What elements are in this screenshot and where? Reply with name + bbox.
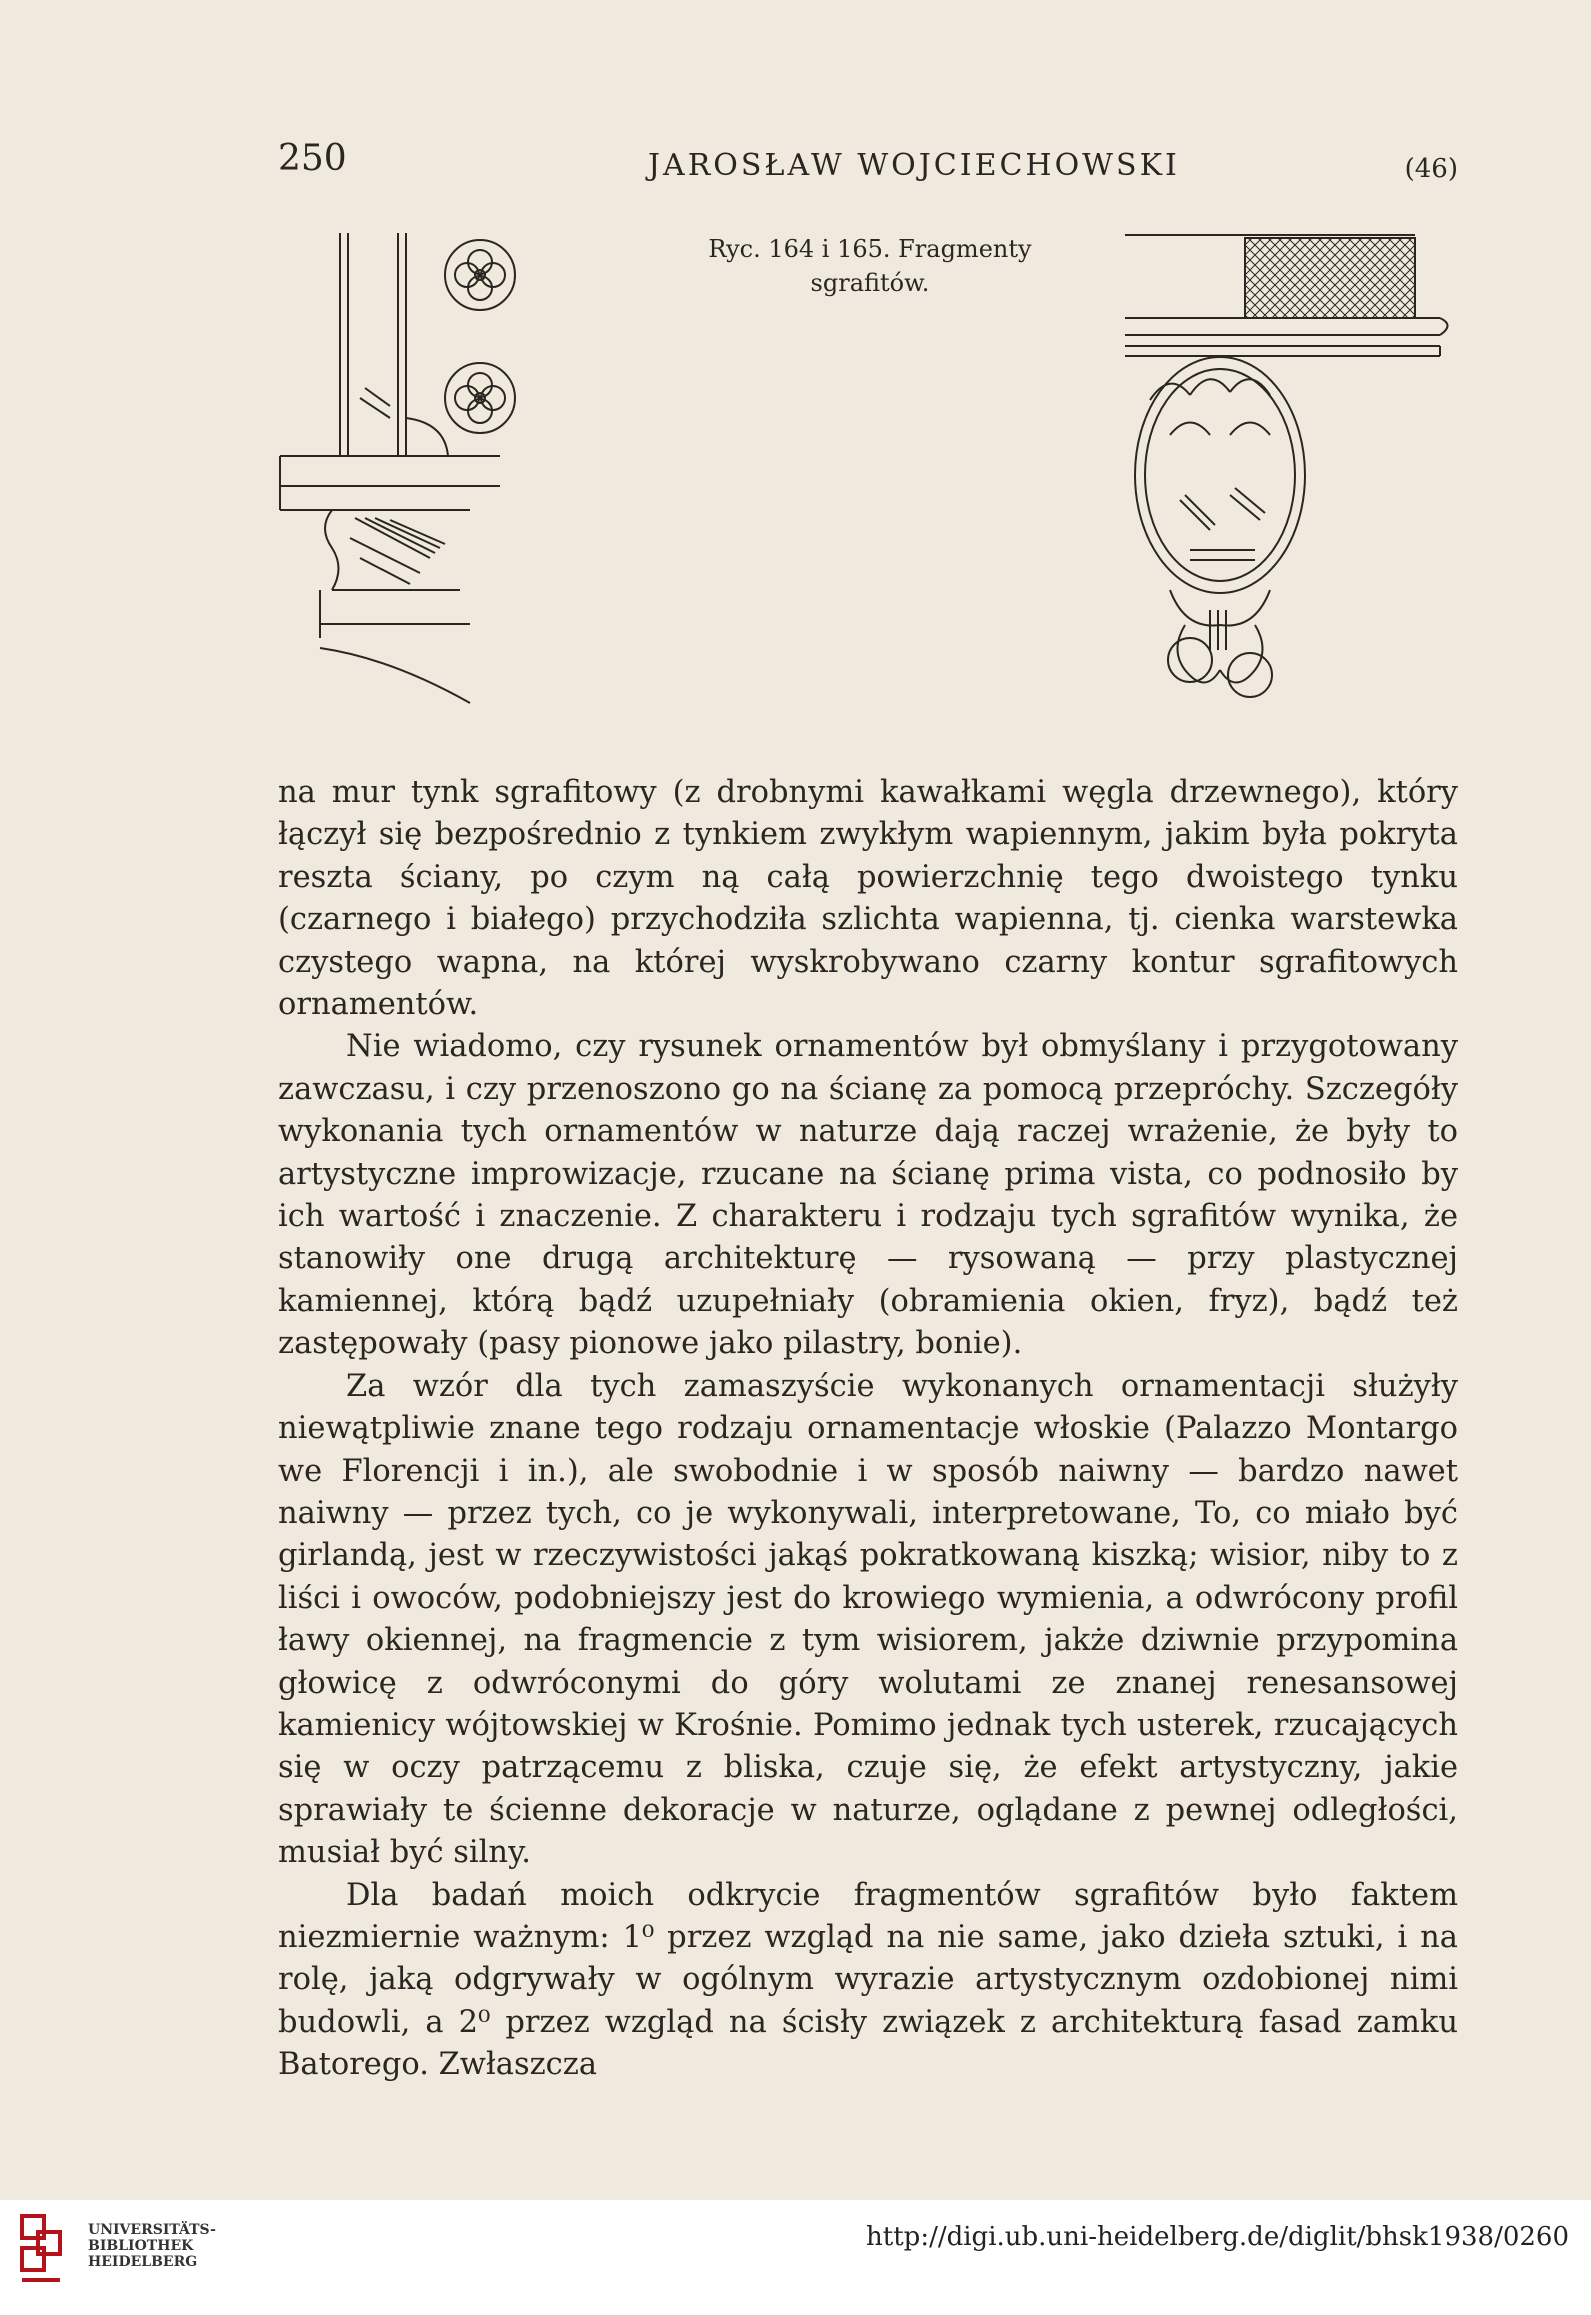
paragraph: Za wzór dla tych zamaszyście wykonanych ornamentacji służyły niewątpliwie znane tego rodzaju ornamentacje włoskie (Palazzo Montargo we Florencji i in.), ale swobodnie i w sposób naiwny — bardzo nawet naiwny — przez tych, co je wykonywali, interpretowane, To, co miało być girlandą, jest w rzeczywistości jakąś pokratkowaną kiszką; wisior, niby to z liści i owoców, podobniejszy jest do krowiego wymienia, a odwrócony profil ławy okiennej, na fragmencie z tym wisiorem, jakże dziwnie przypomina głowicę z odwróconymi do góry wolutami ze znanej renesansowej kamienicy wójtowskiej w Krośnie. Pomimo jednak tych usterek, rzucających się w oczy patrzącemu z bliska, czuje się, że efekt artystyczny, jakie sprawiały te ścienne dekoracje w naturze, oglądane z pewnej odległości, musiał być silny.	[278, 1368, 1458, 1871]
page-header	[278, 138, 1458, 198]
library-logo-icon[interactable]	[16, 2210, 80, 2300]
paragraph: Dla badań moich odkrycie fragmentów sgrafitów było faktem niezmiernie ważnym: 1⁰ przez wzgląd na nie same, jako dzieła sztuki, i na rolę, jaką odgrywały w ogólnym wyrazie artystycznym ozdobionej nimi budowli, a 2⁰ przez wzgląd na ścisły związek z architekturą fasad zamku Batorego. Zwłaszcza	[278, 1877, 1458, 2083]
paragraph: na mur tynk sgrafitowy (z drobnymi kawałkami węgla drzewnego), który łączył się bezpośrednio z tynkiem zwykłym wapiennym, jakim była pokryta reszta ściany, po czym ną całą powierzchnię tego dwoistego tynku (czarnego i białego) przychodziła szlichta wapienna, tj. cienka warstewka czystego wapna, na której wyskrobywano czarny kontur sgrafitowych ornamentów.	[278, 775, 1458, 1023]
viewer-footer	[0, 2200, 1591, 2315]
permalink-url[interactable]: http://digi.ub.uni-heidelberg.de/diglit/bhsk1938/0260	[866, 2222, 1569, 2252]
library-name-line: BIBLIOTHEK	[88, 2238, 194, 2254]
sgraffito-fragment-left	[270, 228, 520, 708]
page-number: 250	[278, 138, 347, 179]
sgraffito-fragment-right	[1110, 230, 1470, 710]
body-text	[278, 772, 1458, 2087]
library-name	[88, 2222, 216, 2270]
running-title: JAROSŁAW WOJCIECHOWSKI	[648, 148, 1180, 183]
library-name-line: UNIVERSITÄTS-	[88, 2222, 216, 2238]
section-number: (46)	[1404, 154, 1458, 184]
figure-caption	[620, 232, 1120, 300]
paragraph: Nie wiadomo, czy rysunek ornamentów był obmyślany i przygotowany zawczasu, i czy przenoszono go na ścianę za pomocą przepróchy. Szczegóły wykonania tych ornamentów w naturze dają raczej wrażenie, że były to artystyczne improwizacje, rzucane na ścianę prima vista, co podnosiło by ich wartość i znaczenie. Z charakteru i rodzaju tych sgrafitów wynika, że stanowiły one drugą architekturę — rysowaną — przy plastycznej kamiennej, którą bądź uzupełniały (obramienia okien, fryz), bądź też zastępowały (pasy pionowe jako pilastry, bonie).	[278, 1029, 1458, 1362]
caption-line: Ryc. 164 i 165. Fragmenty	[708, 235, 1032, 263]
library-name-line: HEIDELBERG	[88, 2254, 198, 2270]
caption-line: sgrafitów.	[810, 269, 930, 297]
